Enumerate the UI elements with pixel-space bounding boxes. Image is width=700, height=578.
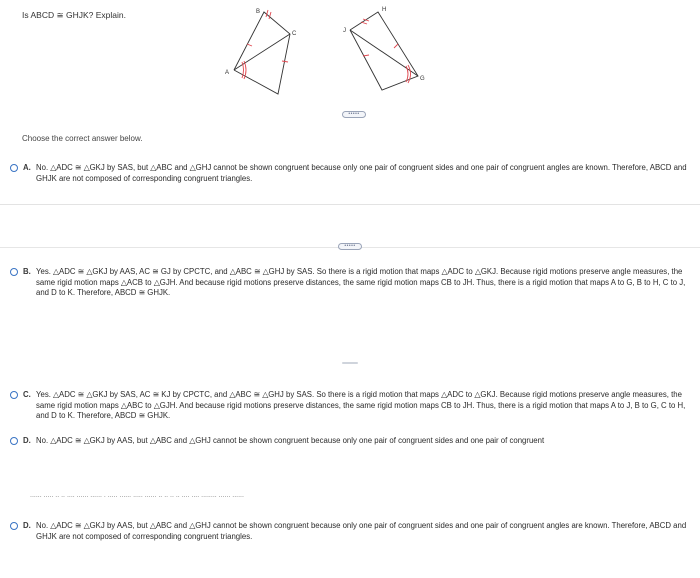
label-a: A xyxy=(225,70,230,76)
option-a-text: No. △ADC ≅ △GKJ by SAS, but △ABC and △GHJ cannot be shown congruent because only one pair of congruent sides and one pair of congruent angles are known. Therefore, ABCD and GHJK are not composed of corresponding congruent triangles. xyxy=(36,163,687,183)
expand-button[interactable]: ••••• xyxy=(342,111,366,118)
question-panel xyxy=(0,0,700,205)
label-j: J xyxy=(343,28,346,34)
option-c-text: Yes. △ADC ≅ △GKJ by SAS, AC ≅ KJ by CPCTC, and △ABC ≅ △GHJ by SAS. So there is a rigid motion that maps △ADC to △GKJ. Because rigid motions preserve angle measures, the same rigid motion maps △ABC to △GJH. And because rigid motions preserve distances, the same rigid motion maps CB to JH. Thus, there is a rigid motion that maps A to J, B to G, C to H, and D to K. Therefore, ABCD ≅ GHJK. xyxy=(36,390,686,420)
left-tick-marks xyxy=(242,10,288,79)
option-a[interactable] xyxy=(10,163,692,187)
collapse-handle[interactable] xyxy=(342,362,358,364)
option-d-text: No. △ADC ≅ △GKJ by AAS, but △ABC and △GHJ cannot be shown congruent because only one pair of congruent sides and one pair of congruent angles are known. Therefore, ABCD and GHJK are not composed of corresponding congruent triangles. xyxy=(36,521,687,541)
radio-d-partial[interactable] xyxy=(10,437,18,445)
option-b[interactable] xyxy=(10,267,692,311)
option-d-partial-letter: D. xyxy=(23,436,31,445)
radio-b[interactable] xyxy=(10,268,18,276)
left-quadrilateral xyxy=(234,12,290,94)
label-h: H xyxy=(382,7,387,13)
option-d-partial-text: No. △ADC ≅ △GKJ by AAS, but △ABC and △GHJ cannot be shown congruent because only one pair of congruent sides and one pair of congruent xyxy=(36,436,545,445)
radio-a[interactable] xyxy=(10,164,18,172)
option-d[interactable] xyxy=(10,521,692,545)
radio-d[interactable] xyxy=(10,522,18,530)
radio-c[interactable] xyxy=(10,391,18,399)
option-c[interactable] xyxy=(10,390,692,434)
option-b-text: Yes. △ADC ≅ △GKJ by AAS, AC ≅ GJ by CPCTC, and △ABC ≅ △GHJ by SAS. So there is a rigid motion that maps △ADC to △GKJ. Because rigid motions preserve angle measures, the same rigid motion maps △ACB to △GJH. And because rigid motions preserve distances, the same rigid motion maps CB to JH. Thus, there is a rigid motion that maps A to G, B to H, C to J, and D to K. Therefore, ABCD ≅ GHJK. xyxy=(36,267,686,297)
cut-off-text-line: ...... ..... .. .. .... ...... ...... . ..... ...... ..... ...... .. .. .. .. .... .... ........ ...... ...... xyxy=(30,494,244,499)
instruction-text: Choose the correct answer below. xyxy=(22,134,143,143)
option-c-letter: C. xyxy=(23,390,31,399)
label-c: C xyxy=(292,31,297,37)
option-b-letter: B. xyxy=(23,267,31,276)
label-g: G xyxy=(420,76,425,82)
option-d-partial[interactable] xyxy=(10,436,692,448)
right-tick-marks xyxy=(361,19,411,83)
option-d-letter: D. xyxy=(23,521,31,530)
question-text: Is ABCD ≅ GHJK? Explain. xyxy=(22,10,126,20)
quadrilateral-figure xyxy=(222,4,442,104)
option-a-letter: A. xyxy=(23,163,31,172)
label-b: B xyxy=(256,9,261,15)
expand-button-mid[interactable]: ••••• xyxy=(338,243,362,250)
